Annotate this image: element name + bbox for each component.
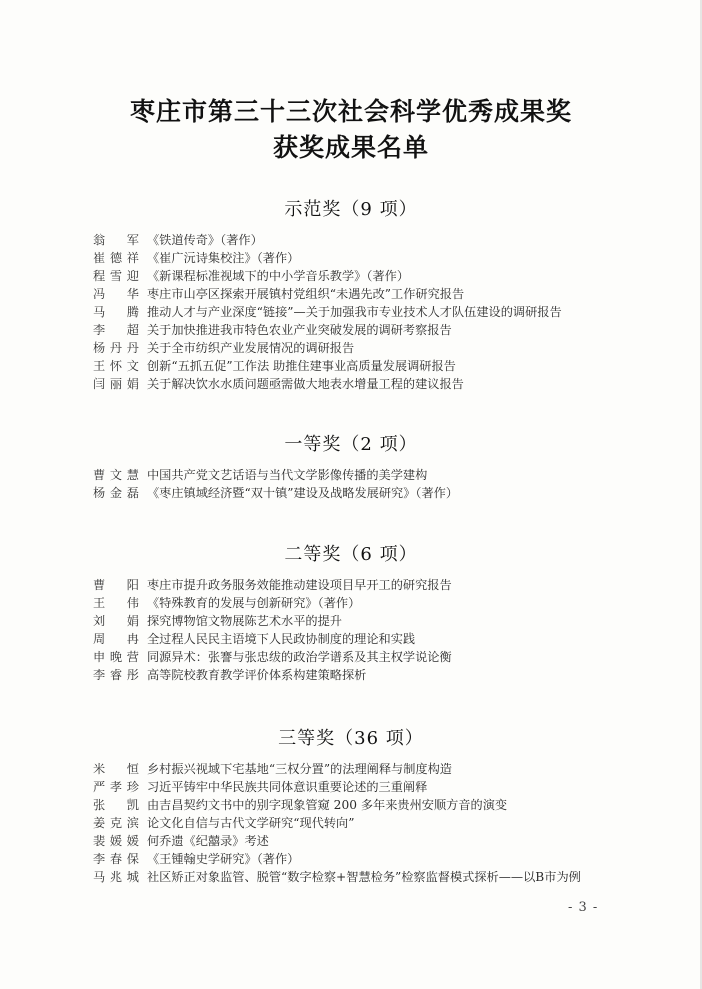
section-heading: 二等奖（6 项） xyxy=(284,544,418,565)
work-title: 何乔遗《纪囍录》考述 xyxy=(147,834,269,848)
winner-name: 王怀文 xyxy=(93,359,139,373)
winner-name: 闫丽娟 xyxy=(93,377,139,391)
section-heading: 一等奖（2 项） xyxy=(284,434,418,455)
award-list xyxy=(93,760,593,886)
winner-name: 王 伟 xyxy=(93,596,139,610)
winner-name: 李睿彤 xyxy=(93,668,139,682)
work-title: 社区矫正对象监管、脱管“数字检察+智慧检务”检察监督模式探析——以B市为例 xyxy=(147,870,581,884)
winner-name: 张 凯 xyxy=(93,798,139,812)
list-item xyxy=(93,594,593,612)
work-title: 《崔广沅诗集校注》（著作） xyxy=(147,251,300,265)
list-item xyxy=(93,484,593,502)
list-item xyxy=(93,778,593,796)
winner-name: 米 恒 xyxy=(93,762,139,776)
award-list xyxy=(93,231,593,393)
list-item xyxy=(93,339,593,357)
list-item xyxy=(93,249,593,267)
page-number: - 3 - xyxy=(568,900,599,915)
list-item xyxy=(93,375,593,393)
list-item xyxy=(93,285,593,303)
list-item xyxy=(93,666,593,684)
winner-name: 曹 阳 xyxy=(93,578,139,592)
list-item xyxy=(93,760,593,778)
list-item xyxy=(93,357,593,375)
list-item xyxy=(93,832,593,850)
list-item xyxy=(93,576,593,594)
winner-name: 曹文慧 xyxy=(93,468,139,482)
work-title: 中国共产党文艺话语与当代文学影像传播的美学建构 xyxy=(147,468,428,482)
document-title-line2: 获奖成果名单 xyxy=(272,133,429,162)
list-item xyxy=(93,814,593,832)
work-title: 创新“五抓五促”工作法 助推住建事业高质量发展调研报告 xyxy=(147,359,456,373)
list-item xyxy=(93,630,593,648)
work-title: 枣庄市山亭区探索开展镇村党组织“未遇先改”工作研究报告 xyxy=(147,287,465,301)
winner-name: 程雪迎 xyxy=(93,269,139,283)
winner-name: 马兆城 xyxy=(93,870,139,884)
section-second-prize xyxy=(0,542,702,682)
list-item xyxy=(93,321,593,339)
section-third-prize xyxy=(0,726,702,884)
work-title: 关于加快推进我市特色农业产业突破发展的调研考察报告 xyxy=(147,323,452,337)
work-title: 推动人才与产业深度“链接”—关于加强我市专业技术人才队伍建设的调研报告 xyxy=(147,305,562,319)
winner-name: 马 腾 xyxy=(93,305,139,319)
winner-name: 翁 军 xyxy=(93,233,139,247)
winner-name: 周 冉 xyxy=(93,632,139,646)
list-item xyxy=(93,648,593,666)
work-title: 习近平铸牢中华民族共同体意识重要论述的三重阐释 xyxy=(147,780,428,794)
award-list xyxy=(93,576,593,684)
section-first-prize xyxy=(0,432,702,500)
work-title: 探究博物馆文物展陈艺术水平的提升 xyxy=(147,614,342,628)
winner-name: 申晚营 xyxy=(93,650,139,664)
winner-name: 裴媛媛 xyxy=(93,834,139,848)
winner-name: 严孝珍 xyxy=(93,780,139,794)
work-title: 关于解决饮水水质问题亟需做大地表水增量工程的建议报告 xyxy=(147,377,464,391)
work-title: 论文化自信与古代文学研究“现代转向” xyxy=(147,816,355,830)
list-item xyxy=(93,612,593,630)
list-item xyxy=(93,850,593,868)
document-title-line1: 枣庄市第三十三次社会科学优秀成果奖 xyxy=(129,97,572,126)
work-title: 《王锺翰史学研究》（著作） xyxy=(147,852,300,866)
work-title: 《铁道传奇》（著作） xyxy=(147,233,263,247)
winner-name: 李春保 xyxy=(93,852,139,866)
work-title: 关于全市纺织产业发展情况的调研报告 xyxy=(147,341,355,355)
section-heading: 三等奖（36 项） xyxy=(278,728,424,749)
work-title: 枣庄市提升政务服务效能推动建设项目早开工的研究报告 xyxy=(147,578,452,592)
work-title: 由吉昌契约文书中的别字现象管窥 200 多年来贵州安顺方音的演变 xyxy=(147,798,508,812)
list-item xyxy=(93,466,593,484)
work-title: 乡村振兴视域下宅基地“三权分置”的法理阐释与制度构造 xyxy=(147,762,452,776)
list-item xyxy=(93,303,593,321)
work-title: 《枣庄镇域经济暨“双十镇”建设及战略发展研究》（著作） xyxy=(147,486,459,500)
work-title: 《新课程标准视域下的中小学音乐教学》（著作） xyxy=(147,269,410,283)
list-item xyxy=(93,267,593,285)
work-title: 《特殊教育的发展与创新研究》（著作） xyxy=(147,596,361,610)
work-title: 全过程人民民主语境下人民政协制度的理论和实践 xyxy=(147,632,416,646)
list-item xyxy=(93,231,593,249)
winner-name: 崔德祥 xyxy=(93,251,139,265)
award-list xyxy=(93,466,593,502)
section-demonstration-award xyxy=(0,197,702,391)
winner-name: 冯 华 xyxy=(93,287,139,301)
list-item xyxy=(93,868,593,886)
winner-name: 李 超 xyxy=(93,323,139,337)
winner-name: 杨金磊 xyxy=(93,486,139,500)
winner-name: 刘 娟 xyxy=(93,614,139,628)
section-heading: 示范奖（9 项） xyxy=(284,199,418,220)
work-title: 同源异术：张謇与张忠绂的政治学谱系及其主权学说论衡 xyxy=(147,650,452,664)
list-item xyxy=(93,796,593,814)
work-title: 高等院校教育教学评价体系构建策略探析 xyxy=(147,668,367,682)
winner-name: 杨丹丹 xyxy=(93,341,139,355)
winner-name: 姜克滨 xyxy=(93,816,139,830)
